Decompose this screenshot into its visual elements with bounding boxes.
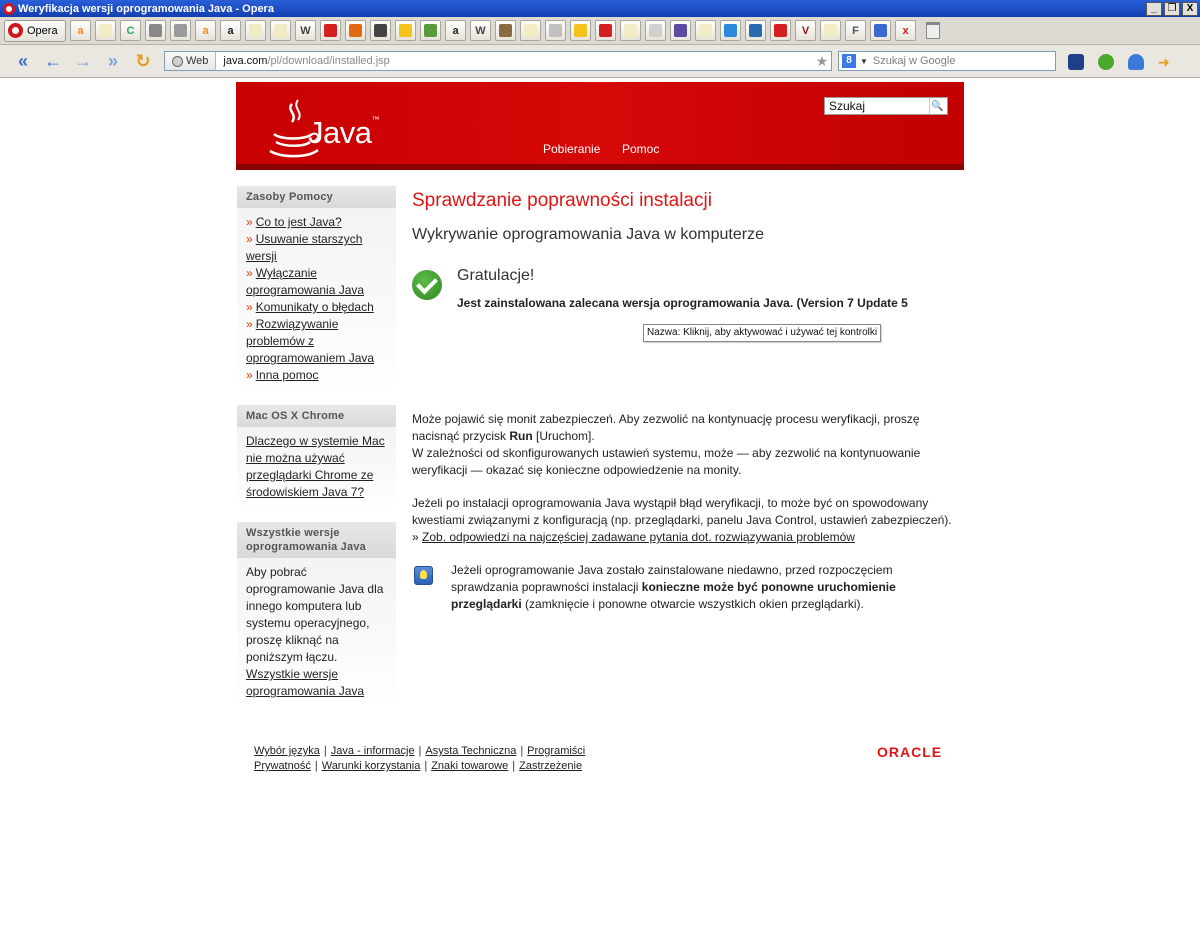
wikipedia-icon[interactable]: W [295,20,316,41]
window-title: Weryfikacja wersji oprogramowania Java - Opera [18,2,274,15]
gear-icon[interactable] [170,20,191,41]
verification-error-paragraph: Jeżeli po instalacji oprogramowania Java wystąpił błąd weryfikacji, to może być on spowodowany kwestiami związanymi z konfiguracją (np. przeglądarki, panelu Java Control, ustawień zabezpieczeń). » Zob. odpowiedzi na najczęściej zadawane pytania dot. rozwiązywania problemów [412,496,952,544]
sidebar-item: » Rozwiązywanie problemów z oprogramowaniem Java [246,317,375,365]
speaker-icon[interactable] [870,20,891,41]
footer-link-support[interactable]: Asysta Techniczna [425,745,517,757]
sidebar-item: » Komunikaty o błędach [246,300,374,314]
footer-link-terms[interactable]: Warunki korzystania [321,760,421,772]
amazon-icon[interactable]: a [70,20,91,41]
sidebar [237,186,396,721]
page-icon[interactable] [695,20,716,41]
news-icon[interactable] [745,20,766,41]
film-icon[interactable] [670,20,691,41]
chevron-down-icon[interactable]: ▼ [860,56,868,66]
page-icon[interactable] [95,20,116,41]
security-prompt-paragraph [412,411,952,479]
web-label: Web [186,55,209,67]
f-icon[interactable]: F [845,20,866,41]
sidebar-section-help [237,186,396,393]
para1-text: Może pojawić się monit zabezpieczeń. Aby zezwolić na kontynuację procesu weryfikacji, proszę nacisnąć przycisk [412,412,920,443]
congrats-box [412,268,952,328]
reload-icon[interactable]: ↻ [135,50,151,71]
java-header-banner [236,82,964,170]
sidebar-item: » Usuwanie starszych wersji [246,232,363,263]
opera-menu-label: Opera [27,24,58,37]
imt-icon[interactable] [395,20,416,41]
sidebar-item: » Inna pomoc [246,368,319,382]
chat-icon[interactable] [720,20,741,41]
footer-link-developers[interactable]: Programiści [527,745,586,757]
wikipedia-icon[interactable]: W [470,20,491,41]
page-title: Sprawdzanie poprawności instalacji [412,190,712,211]
url-path: /pl/download/installed.jsp [267,55,390,67]
speed-dial-bar [0,17,1200,45]
site-info-badge[interactable] [165,52,216,70]
pointer-icon[interactable]: ➜ [1158,54,1170,70]
sidebar-heading: Wszystkie wersje oprogramowania Java [237,522,396,558]
run-label: Run [509,429,533,443]
applet-tooltip[interactable]: Nazwa: Kliknij, aby aktywować i używać tej kontrolki [643,324,881,342]
congrats-title: Gratulacje! [457,267,535,284]
site-search [824,97,948,115]
restore-button[interactable]: ❐ [1164,2,1180,16]
oracle-logo[interactable]: ORACLE [877,744,943,760]
footer-link-privacy[interactable]: Prywatność [254,760,311,772]
page-icon[interactable] [520,20,541,41]
page-icon[interactable] [270,20,291,41]
sidebar-section-mac [237,405,396,510]
sidebar-section-all-versions [237,522,396,709]
url-text[interactable] [216,55,813,67]
close-button[interactable]: X [1182,2,1198,16]
user-icon[interactable] [1128,54,1144,70]
star-icon[interactable] [345,20,366,41]
lightbulb-icon [414,566,433,585]
java-logo-text[interactable] [308,115,379,151]
opera-logo-icon [8,23,23,38]
link-error-messages[interactable]: Komunikaty o błędach [255,300,374,314]
congrats-message: Jest zainstalowana zalecana wersja oprogramowania Java. (Version 7 Update 5 [457,296,908,310]
extension-icons [1068,54,1174,70]
back-icon[interactable]: ← [44,50,62,71]
amazon-icon[interactable]: a [445,20,466,41]
para1-text-end: [Uruchom]. [532,429,595,443]
c-icon[interactable]: C [120,20,141,41]
link-what-is-java[interactable]: Co to jest Java? [255,215,342,229]
bookmark-star-icon[interactable]: ★ [815,52,829,69]
opera-logo-icon [3,3,15,15]
youtube-icon[interactable] [320,20,341,41]
amazon-icon[interactable]: a [220,20,241,41]
panel-icon[interactable] [1068,54,1084,70]
all-versions-body [237,558,396,709]
footer-link-language[interactable]: Wybór języka [254,745,320,757]
footer-links [254,744,654,774]
footer-row: Wybór języka | Java - informacje | Asysta Techniczna | Programiści [254,745,586,757]
sound-icon[interactable] [545,20,566,41]
para3-text-end: (zamknięcie i ponowne otwarcie wszystkich okien przeglądarki). [521,597,864,611]
speed-dial-icons [70,20,920,41]
para2-text: Jeżeli po instalacji oprogramowania Java wystąpił błąd weryfikacji, to może być on spowodowany kwestiami związanymi z konfiguracją (np. przeglądarki, panelu Java Control, ustawień zabezpieczeń). [412,496,952,527]
mac-links [237,427,396,510]
opera-menu-button[interactable] [4,20,66,42]
footer-link-disclaimer[interactable]: Zastrzeżenie [519,760,583,772]
page-icon[interactable] [245,20,266,41]
imt-icon[interactable] [570,20,591,41]
search-placeholder: Szukaj w Google [872,55,956,67]
para3-text: Jeżeli oprogramowanie Java zostało zainstalowane niedawno, przed rozpoczęciem sprawdzania poprawności instalacji [451,563,893,594]
java-logo-tm: ™ [371,115,379,124]
youtube-icon[interactable] [595,20,616,41]
footer-row: Prywatność | Warunki korzystania | Znaki towarowe | Zastrzeżenie [254,760,583,772]
sidebar-item: » Co to jest Java? [246,215,342,229]
check-icon [412,270,442,300]
link-remove-old[interactable]: Usuwanie starszych wersji [246,232,363,263]
all-versions-text: Aby pobrać oprogramowanie Java dla innego komputera lub systemu operacyjnego, proszę kliknąć na poniższym łączu. [246,565,384,664]
close-tab-icon[interactable]: x [895,20,916,41]
link-all-versions[interactable]: Wszystkie wersje oprogramowania Java [246,667,365,698]
rewind-icon[interactable]: « [17,50,28,71]
nav-download[interactable]: Pobieranie [543,142,601,156]
footer-link-about-java[interactable]: Java - informacje [330,745,415,757]
map-icon[interactable] [420,20,441,41]
youtube-icon[interactable] [770,20,791,41]
help-links [237,208,396,393]
sidebar-heading: Mac OS X Chrome [237,405,396,427]
nav-help[interactable]: Pomoc [622,142,660,156]
sidebar-item: » Wyłączanie oprogramowania Java [246,266,365,297]
globe-icon [172,56,183,67]
refresh-green-icon[interactable] [1098,54,1114,70]
restart-browser-paragraph [451,562,952,613]
page-icon[interactable] [820,20,841,41]
link-mac-chrome[interactable]: Dlaczego w systemie Mac nie można używać przeglądarki Chrome ze środowiskiem Java 7? [246,434,385,499]
navigation-bar [0,45,1200,78]
fast-forward-icon[interactable]: » [107,50,118,71]
google-icon[interactable]: 8 [842,54,856,68]
main-content [412,190,952,611]
document-icon[interactable] [645,20,666,41]
v-icon[interactable]: V [795,20,816,41]
para1-second-line: W zależności od skonfigurowanych ustawień systemu, może — aby zezwolić na kontynuowanie weryfikacji — okazać się konieczne odpowiedzenie na monity. [412,446,921,477]
restart-emphasis: konieczne może być ponowne uruchomienie przeglądarki [451,580,896,611]
link-other-help[interactable]: Inna pomoc [255,368,319,382]
site-search-input[interactable] [825,98,929,114]
link-disable-java[interactable]: Wyłączanie oprogramowania Java [246,266,365,297]
minimize-button[interactable]: _ [1146,2,1162,16]
page-subtitle: Wykrywanie oprogramowania Java w komputerze [412,226,764,243]
feed-icon[interactable] [145,20,166,41]
footer-link-trademarks[interactable]: Znaki towarowe [431,760,509,772]
address-bar[interactable] [164,51,832,71]
photo-icon[interactable] [495,20,516,41]
amazon-icon[interactable]: a [195,20,216,41]
java-logo-word: Java [308,115,372,150]
link-troubleshooting[interactable]: Rozwiązywanie problemów z oprogramowaniem Java [246,317,375,365]
forward-icon[interactable]: → [74,50,92,71]
page-icon[interactable] [620,20,641,41]
music-icon[interactable] [370,20,391,41]
url-host: java.com [223,55,268,67]
trash-icon[interactable] [926,22,940,39]
faq-link[interactable]: Zob. odpowiedzi na najczęściej zadawane pytania dot. rozwiązywania problemów [422,530,855,544]
sidebar-heading: Zasoby Pomocy [237,186,396,208]
google-search-field[interactable] [838,51,1056,71]
window-titlebar [0,0,1200,17]
search-icon[interactable]: 🔍 [929,98,945,114]
